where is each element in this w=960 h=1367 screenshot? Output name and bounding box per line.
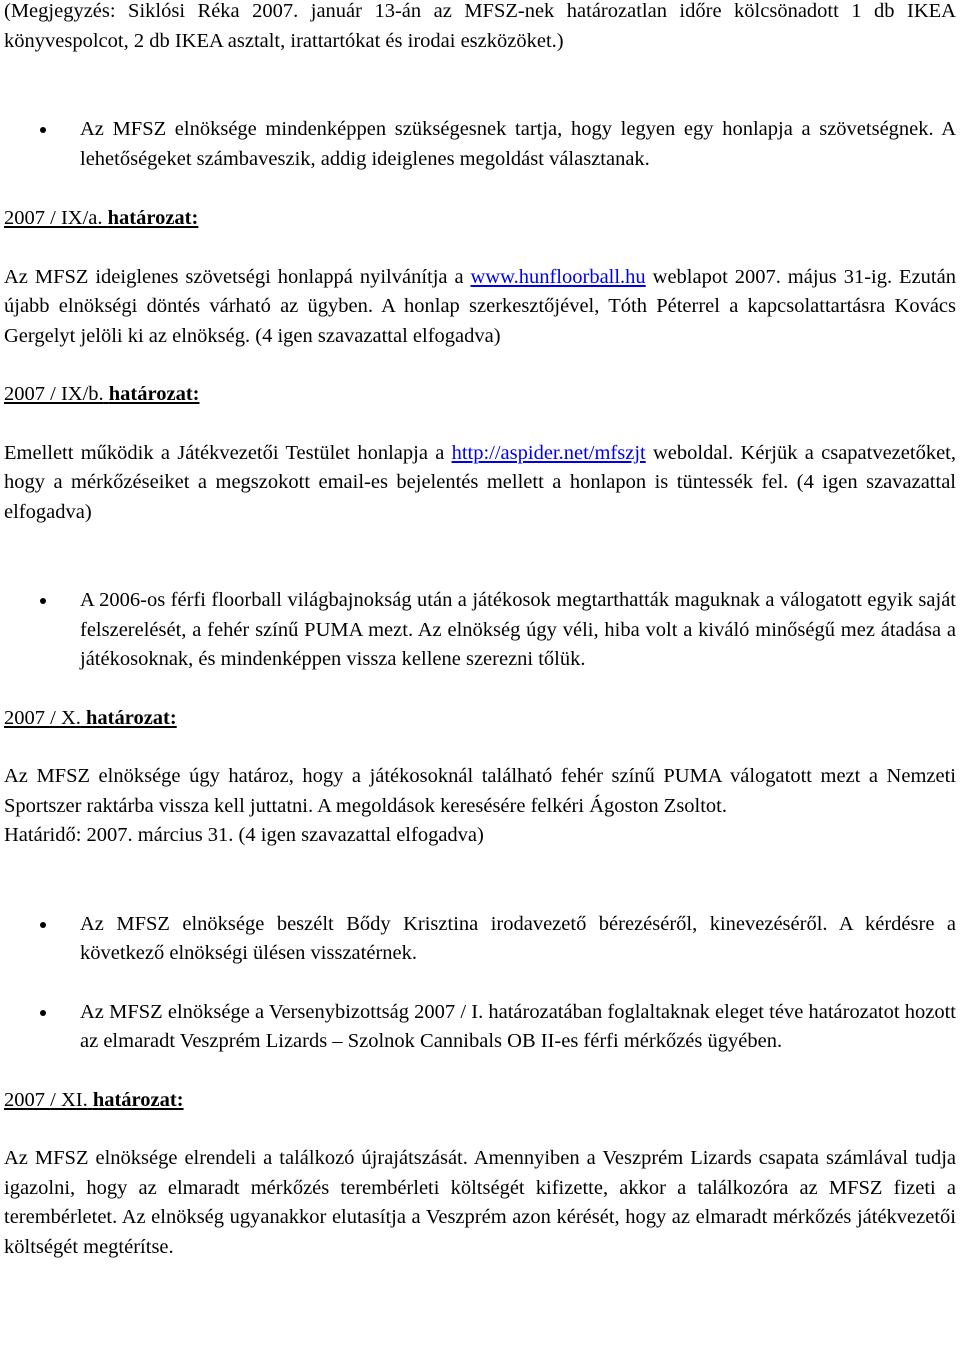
bullet-dot <box>40 127 46 133</box>
bullet-item <box>4 586 956 675</box>
aspider-link[interactable]: http://aspider.net/mfszjt <box>451 441 646 464</box>
bullet-text: Az MFSZ elnöksége a Versenybizottság 2007 / I. határozatában foglaltaknak eleget téve határozatot hozott az elmaradt Veszprém Lizards – Szolnok Cannibals OB II-es férfi mérkőzés ügyében. <box>80 1000 956 1052</box>
resolution-word: határozat: <box>92 1088 184 1111</box>
bullet-dot <box>40 1010 46 1016</box>
resolution-heading <box>4 380 956 410</box>
bullet-item <box>4 115 956 174</box>
resolution-number: 2007 / IX/a. <box>4 207 103 229</box>
bullet-text: Az MFSZ elnöksége mindenképpen szükségesnek tartja, hogy legyen egy honlapja a szövetségnek. A lehetőségeket számbaveszik, addig ideiglenes megoldást választanak. <box>80 118 956 170</box>
resolution-word: határozat: <box>86 706 177 729</box>
resolution-number: 2007 / X. <box>4 706 81 729</box>
resolution-heading <box>4 1086 956 1116</box>
resolution-text-end: weboldal. Kérjük a csapatvezetőket, hogy a mérkőzéseiket a megszokott email-es bejelentés mellett a honlapon is tüntessék fel. (4 igen szavazattal elfogadva) <box>4 441 956 523</box>
note-paragraph: (Megjegyzés: Siklósi Réka 2007. január 13-án az MFSZ-nek határozatlan időre kölcsönadott 1 db IKEA könyvespolcot, 2 db IKEA asztalt, irattartókat és irodai eszközöket.) <box>4 0 956 52</box>
resolution-word: határozat: <box>108 383 200 405</box>
resolution-heading <box>4 204 956 234</box>
bullet-dot <box>40 598 46 604</box>
resolution-text-start: Emellett működik a Játékvezetői Testület honlapja a <box>4 441 452 464</box>
resolution-text-start: Az MFSZ ideiglenes szövetségi honlappá nyilvánítja a <box>4 265 471 288</box>
resolution-heading <box>4 704 956 734</box>
resolution-text: Az MFSZ elnöksége úgy határoz, hogy a játékosoknál található fehér színű PUMA válogatott mezt a Nemzeti Sportszer raktárba vissza kell juttatni. A megoldások keresésére felkéri Ágoston Zsoltot. <box>4 765 956 817</box>
resolution-word: határozat: <box>107 207 199 229</box>
hunfloorball-link[interactable]: www.hunfloorball.hu <box>470 265 646 288</box>
deadline-text: Határidő: 2007. március 31. (4 igen szavazattal elfogadva) <box>4 824 484 846</box>
bullet-text: A 2006-os férfi floorball világbajnokság után a játékosok megtarthatták maguknak a válogatott egyik saját felszerelését, a fehér színű PUMA mezt. Az elnökség úgy véli, hiba volt a kiváló minőségű mez átadása a játékosoknak, és mindenképpen vissza kellene szerezni tőlük. <box>80 589 956 670</box>
resolution-number: 2007 / IX/b. <box>4 383 104 405</box>
bullet-item <box>4 998 956 1057</box>
bullet-text: Az MFSZ elnöksége beszélt Bődy Krisztina irodavezető bérezéséről, kinevezéséről. A kérdésre a következő elnökségi ülésen visszatérnek. <box>80 912 956 964</box>
resolution-text <box>4 263 956 352</box>
document-page <box>4 0 956 1262</box>
bullet-item <box>4 910 956 969</box>
resolution-text <box>4 439 956 528</box>
bullet-dot <box>40 922 46 928</box>
resolution-number: 2007 / XI. <box>4 1088 88 1111</box>
resolution-text: Az MFSZ elnöksége elrendeli a találkozó újrajátszását. Amennyiben a Veszprém Lizards csapata számlával tudja igazolni, hogy az elmaradt mérkőzés terembérleti költségét kifizette, akkor a találkozóra az MFSZ fizeti a terembérletet. Az elnökség ugyanakkor elutasítja a Veszprém azon kérését, hogy az elmaradt mérkőzés játékvezetői költségét megtérítse. <box>4 1147 956 1258</box>
resolution-text-end: weblapot 2007. május 31-ig. Ezután újabb elnökségi döntés várható az ügyben. A honlap szerkesztőjével, Tóth Péterrel a kapcsolattartásra Kovács Gergelyt jelöli ki az elnökség. (4 igen szavazattal elfogadva) <box>4 265 956 347</box>
